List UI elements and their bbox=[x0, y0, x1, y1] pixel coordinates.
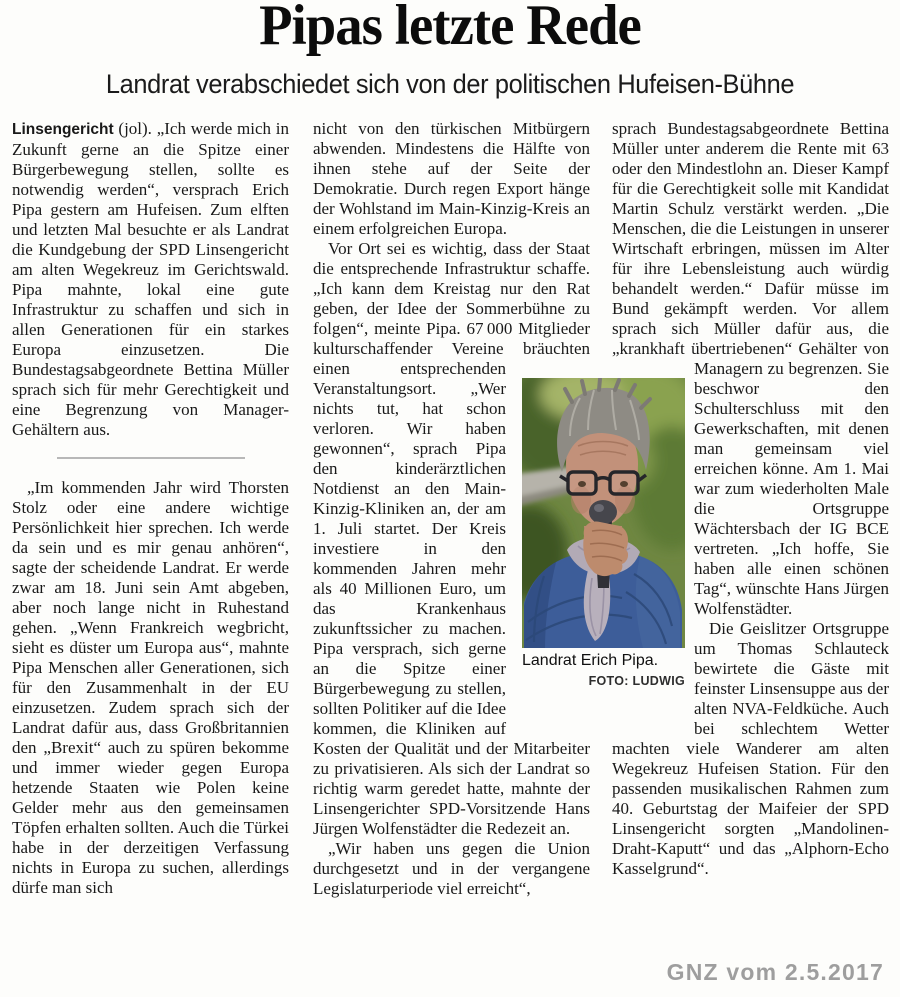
subheadline: Landrat verabschiedet sich von der politischen Hufeisen-Bühne bbox=[105, 69, 795, 99]
source-line: GNZ vom 2.5.2017 bbox=[666, 959, 884, 985]
paragraph-text: „Ich werde mich in Zukunft gerne an die Spitze einer Bürgerbewegung stellen, sollte es notwendig werden“, versprach Erich Pipa gestern am Hufeisen. Zum elften und letzten Mal besuchte er als Landrat die Kundgebung der SPD Linsengericht am alten Wegekreuz im Gerichtswald. Pipa mahnte, lokal eine gute Infrastruktur zu schaffen und sich in allen Generationen für ein starkes Europa einzusetzen. Die Bundestagsabgeordnete Bettina Müller sprach sich für mehr Gerechtigkeit und eine Begrenzung von Manager-Gehältern aus. bbox=[12, 119, 289, 439]
paragraph: Vor Ort sei es wichtig, dass der Staat die entsprechende Infrastruktur schaffe. „Ich kann dem Kreistag nur den Rat geben, der Idee der Sommerbühne zu folgen“, meinte Pipa. 67 000 Mitglieder kulturschaffender Vereine bräuchten einen entsprechenden Veranstaltungsort. „Wer nichts tut, hat schon verloren. Wir haben gewonnen“, sprach Pipa den kinderärztlichen Notdienst an den Main-Kinzig-Kliniken an, der am 1. Juli startet. Der Kreis investiere in den kommenden Jahren mehr als 40 Millionen Euro, um das Krankenhaus zukunftssicher zu machen. Pipa versprach, sich gerne an die Spitze einer Bürgerbewegung zu stellen, sollten Politiker auf die Idee kommen, die Kliniken auf Kosten der Qualität und der Mitarbeiter zu privatisieren. Als sich der Landrat so richtig warm geredet hatte, mahnte der Linsengerichter SPD-Vorsitzende Hans Jürgen Wolfenstädter die Redezeit an. bbox=[313, 239, 590, 838]
paragraph: sprach Bundestagsabgeordnete Bettina Müller unter anderem die Rente mit 63 oder den Mindestlohn an. Dieser Kampf für die Gerechtigkeit solle mit Kandidat Martin Schulz verstärkt werden. „Die Menschen, die die Leistungen in unserer Wirtschaft erbringen, müssen im Alter für ihre Lebensleistung auch würdig behandelt werden.“ Dafür müsse im Bund gekämpft werden. Vor allem sprach sich Müller dafür aus, die „krankhaft übertriebenen“ Gehälter von Managern zu begrenzen. Sie beschwor den Schulterschluss mit den Gewerkschaften, mit denen man gemeinsam viel erreichen könne. Am 1. Mai war zum wiederholten Male die Ortsgruppe Wächtersbach der IG BCE vertreten. „Ich hoffe, Sie haben alle einen schönen Tag“, wünschte Hans Jürgen Wolfenstädter. bbox=[612, 119, 889, 618]
dateline-location: Linsengericht bbox=[12, 121, 114, 138]
article-photo bbox=[522, 378, 685, 648]
section-divider bbox=[57, 457, 245, 459]
dateline-credit: (jol). bbox=[118, 119, 152, 138]
paragraph: „Wir haben uns gegen die Union durchgesetzt und in der vergangene Legislaturperiode viel erreicht“, bbox=[313, 839, 590, 898]
lead-paragraph bbox=[12, 119, 289, 440]
paragraph: nicht von den türkischen Mitbürgern abwenden. Mindestens die Hälfte von ihnen stehe auf der Seite der Demokratie. Durch regen Export hänge der Wohlstand im Main-Kinzig-Kreis an einem erfolgreichen Europa. bbox=[313, 119, 590, 238]
paragraph: „Im kommenden Jahr wird Thorsten Stolz oder eine andere wichtige Persönlichkeit hier sprechen. Ich werde da sein und es mir genau anhören“, sagte der scheidende Landrat. Er werde zwar am 18. Juni sein Amt abgeben, aber noch lange nicht in Ruhestand gehen. „Wenn Frankreich wegbricht, sieht es düster um Europa aus“, mahnte Pipa Menschen aller Generationen, sich für den Zusammenhalt in der EU einzusetzen. Zudem sprach sich der Landrat dafür aus, dass Großbritannien den „Brexit“ auch zu spüren bekomme und immer wieder gegen Europa hetzende Staaten wie Polen keine Gelder mehr aus den gemeinsamen Töpfen erhalten sollten. Auch die Türkei habe in der derzeitigen Verfassung nichts in Europa zu suchen, allerdings dürfe man sich bbox=[12, 478, 289, 897]
photo-credit: FOTO: LUDWIG bbox=[588, 674, 685, 688]
article-column-1 bbox=[12, 119, 289, 898]
photo-illustration bbox=[522, 378, 685, 648]
headline: Pipas letzte Rede bbox=[259, 0, 641, 57]
photo-caption: Landrat Erich Pipa. bbox=[522, 652, 659, 669]
paragraph: Die Geislitzer Ortsgruppe um Thomas Schlauteck bewirtete die Gäste mit feinster Linsensuppe aus der alten NVA-Feldküche. Auch bei schlechtem Wetter machten viele Wanderer am alten Wegekreuz Hufeisen Station. Für den passenden musikalischen Rahmen zum 40. Geburtstag der Maifeier der SPD Linsengericht sorgten „Mandolinen-Draht-Kaputt“ und das „Alphorn-Echo Kasselgrund“. bbox=[612, 619, 889, 878]
